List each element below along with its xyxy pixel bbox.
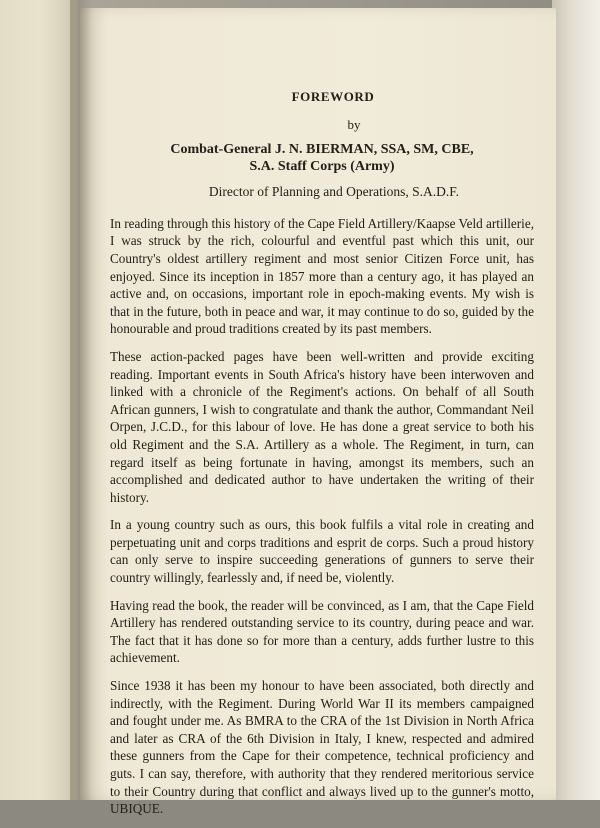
by-line: by	[347, 116, 361, 132]
left-page-edge	[0, 0, 78, 800]
paragraph-1: In reading through this history of the Cape Field Artillery/Kaapse Veld artillerie, I was struck by the rich, colourful and eventful past which this unit, our Country's oldest artillery regiment and most senior Citizen Force unit, has enjoyed. Since its inception in 1857 more than a century ago, it has played an active and, on occasions, important role in epoch-making events. My wish is that in the future, both in peace and war, it may continue to do so, guided by the honourable and proud traditions created by its past members.	[110, 215, 534, 337]
author-name	[110, 141, 534, 175]
paragraph-3: In a young country such as ours, this book fulfils a vital role in creating and perpetuating unit and corps traditions and esprit de corps. Such a proud history can only serve to inspire succeeding generations of gunners to serve their country willingly, fearlessly and, if need be, violently.	[110, 517, 534, 586]
author-name-line-2: S.A. Staff Corps (Army)	[249, 159, 395, 175]
background-right	[552, 0, 600, 800]
paragraph-2: These action-packed pages have been well-written and provide exciting reading. Important events in South Africa's history have been interwoven and linked with a chronicle of the Regiment's actions. On behalf of all South African gunners, I wish to congratulate and thank the author, Commandant Neil Orpen, J.C.D., for this labour of love. He has done a great service to both his old Regiment and the S.A. Artillery as a whole. The Regiment, in turn, can regard itself as being fortunate in having, amongst its members, such an accomplished and dedicated author to have undertaken the writing of their history.	[110, 348, 534, 505]
author-role: Director of Planning and Operations, S.A.D.F.	[208, 184, 460, 200]
foreword-text-block	[110, 88, 534, 828]
author-name-line-1: Combat-General J. N. BIERMAN, SSA, SM, CBE,	[170, 142, 474, 158]
paragraph-4: Having read the book, the reader will be convinced, as I am, that the Cape Field Artillery has rendered outstanding service to its country, during peace and war. The fact that it has done so for more than a century, adds further lustre to this achievement.	[110, 597, 534, 666]
page-gutter-shadow	[70, 0, 92, 800]
page-title: FOREWORD	[291, 89, 375, 104]
paragraph-5: Since 1938 it has been my honour to have been associated, both directly and indirectly, with the Regiment. During World War II its members campaigned and fought under me. As BMRA to the CRA of the 1st Division in North Africa and later as CRA of the 6th Division in Italy, I knew, respected and admired these gunners from the Cape for their competence, technical proficiency and guts. I can say, therefore, with authority that they rendered meritorious service to their Country during that conflict and always lived up to the gunner's motto, UBIQUE.	[110, 678, 534, 817]
